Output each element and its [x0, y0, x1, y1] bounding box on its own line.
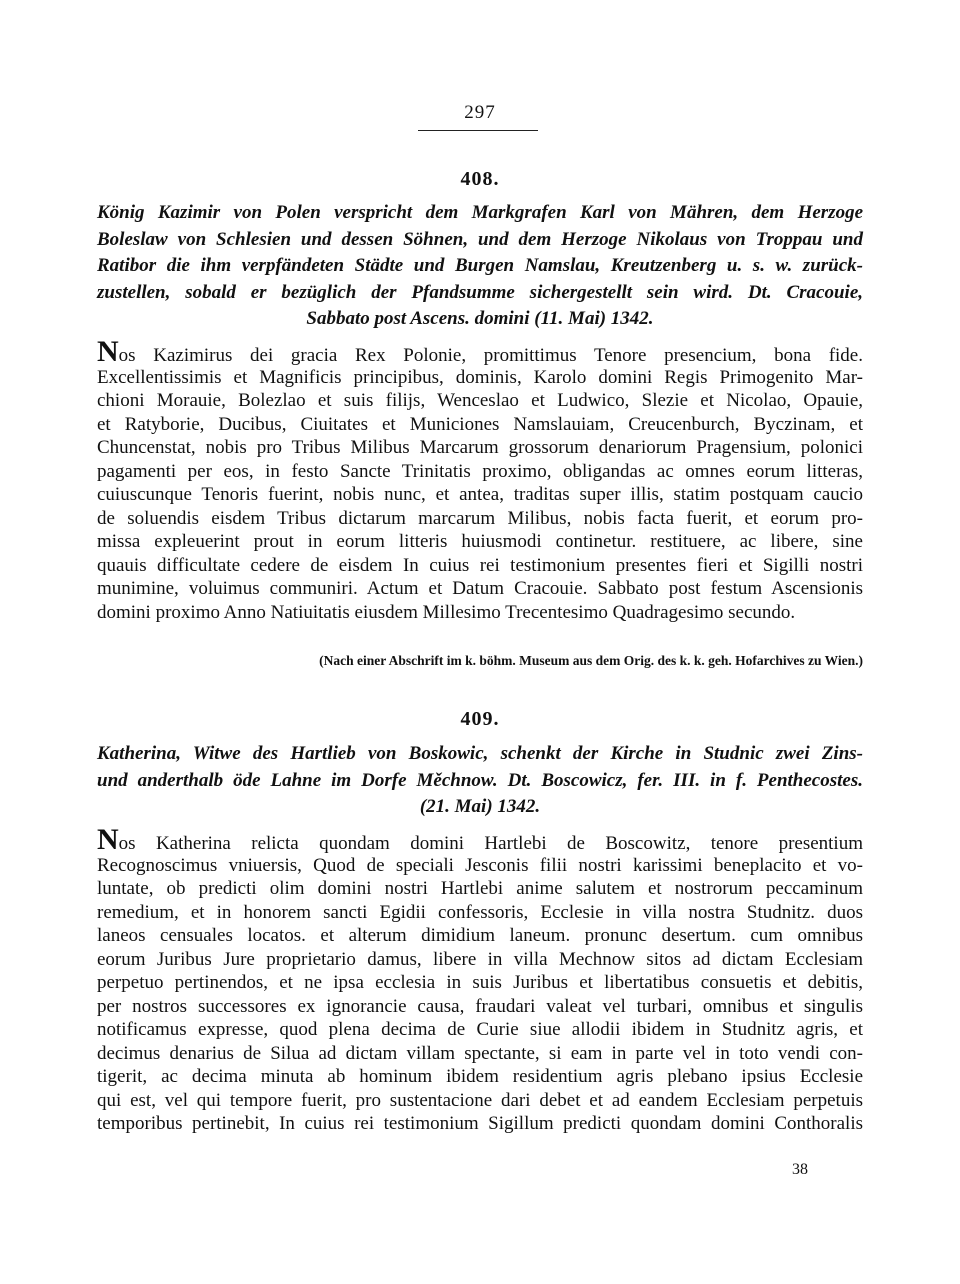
text-line: cuiuscunque Tenoris fuerint, nobis nunc, et antea, traditas super illis, statim postquam caucio [97, 484, 863, 505]
text-line: et Ratyborie, Ducibus, Ciuitates et Municiones Namslauiam, Creucenburch, Byczinam, et [97, 413, 863, 435]
text-line: Chuncenstat, nobis pro Tribus Milibus Marcarum grossorum denariorum Pragensium, polonici [97, 437, 863, 458]
text-line [97, 335, 863, 368]
summary-line: (21. Mai) 1342. [419, 796, 541, 818]
text-line: laneos censuales locatos. et alterum dimidium laneum. pronunc desertum. cum omnibus [97, 925, 863, 946]
text-line: remedium, et in honorem sancti Egidii confessoris, Ecclesie in villa nostra Studnitz. duos [97, 901, 863, 923]
text-line: qui est, vel qui tempore fuerit, pro sustentacione dari debet et ad eandem Ecclesiam perpetuis [97, 1089, 863, 1111]
text-line: munimine, voluimus communiri. Actum et Datum Cracouie. Sabbato post festum Ascensionis [97, 578, 863, 599]
summary-line: zustellen, sobald er bezüglich der Pfandsumme sichergestellt sein wird. Dt. Cracouie, [97, 281, 863, 303]
summary-line: und anderthalb öde Lahne im Dorfe Měchnow. Dt. Boscowicz, fer. III. in f. Penthecostes. [97, 769, 863, 791]
initial-letter: N [97, 335, 119, 368]
text-line: perpetuo pertinendos, et ne ipsa ecclesia in suis Juribus et libertatibus consuetis et debitis, [97, 972, 863, 993]
text-line: quauis difficultate cedere de eisdem In cuius rei testimonium presentes fieri et Sigilli nostri [97, 554, 863, 576]
text-line: Excellentissimis et Magnificis principibus, dominis, Karolo domini Regis Primogenito Mar- [97, 366, 863, 388]
text-line: notificamus expresse, quod plena decima de Curie siue allodii ibidem in Studnitz agris, et [97, 1019, 863, 1040]
text-line: chioni Morauie, Bolezlao et suis filijs, Wenceslao et Ludwico, Slezie et Nicolao, Opauie, [97, 390, 863, 411]
text-line: pagamenti per eos, in festo Sancte Trinitatis proximo, obligandas ac omnes eorum litteras, [97, 460, 863, 482]
text-line: temporibus pertinebit, In cuius rei testimonium Sigillum predicti quondam domini Conthoralis [97, 1113, 863, 1134]
text-line: decimus denarius de Silua ad dictam villam spectante, si eam in parte vel in toto vendi con- [97, 1042, 863, 1064]
text-line: eorum Juribus Jure proprietario damus, libere in villa Mechnow sitos ad dictam Ecclesiam [97, 948, 863, 970]
text-line: Recognoscimus vniuersis, Quod de speciali Jesconis filii nostri karissimi beneplacito et vo- [97, 854, 863, 876]
summary-line: Katherina, Witwe des Hartlieb von Boskowic, schenkt der Kirche in Studnic zwei Zins- [97, 743, 863, 764]
summary-line: König Kazimir von Polen verspricht dem Markgrafen Karl von Mähren, dem Herzoge [97, 202, 863, 223]
text-line: luntate, ob predicti olim domini nostri Hartlebi anime salutem et nostrorum peccaminum [97, 878, 863, 899]
summary-line: Ratibor die ihm verpfändeten Städte und Burgen Namslau, Kreutzenberg u. s. w. zurück- [97, 255, 863, 277]
doc-408-source-note: (Nach einer Abschrift im k. böhm. Museum aus dem Orig. des k. k. geh. Hofarchives zu Wien.) [319, 653, 863, 668]
text-line: per nostros successores ex ignorancie causa, fraudari valeat vel turbari, omnibus et singulis [97, 995, 863, 1017]
signature-mark: 38 [792, 1161, 808, 1178]
page-number-rule [418, 130, 538, 131]
doc-409-summary [97, 741, 863, 821]
doc-408-summary [97, 200, 863, 333]
text-line: domini proximo Anno Natiuitatis eiusdem Millesimo Trecentesimo Quadragesimo secundo. [97, 601, 796, 623]
doc-408-text [97, 335, 863, 624]
text-line-content: os Katherina relicta quondam domini Hartlebi de Boscowitz, tenore presentium [118, 833, 863, 854]
text-line: de soluendis eisdem Tribus dictarum marcarum Milibus, nobis facta fuerit, et eorum pro- [97, 507, 863, 529]
doc-408-number: 408. [460, 168, 500, 190]
initial-letter: N [97, 823, 119, 856]
doc-409-number: 409. [460, 708, 500, 730]
summary-line: Sabbato post Ascens. domini (11. Mai) 1342. [306, 308, 654, 330]
text-line [97, 823, 863, 856]
summary-line: Boleslaw von Schlesien und dessen Söhnen, und dem Herzoge Nikolaus von Troppau und [97, 228, 863, 250]
text-line: tigerit, ac decima minuta ab hominum ibidem residentium agris plebano ipsius Ecclesie [97, 1066, 863, 1087]
doc-409-text [97, 823, 863, 1136]
text-line-content: os Kazimirus dei gracia Rex Polonie, promittimus Tenore presencium, bona fide. [118, 345, 863, 366]
text-line: missa expleuerint prout in eorum litteris huiusmodi continetur. restituere, ac libere, sine [97, 531, 863, 552]
page-number: 297 [464, 102, 496, 123]
